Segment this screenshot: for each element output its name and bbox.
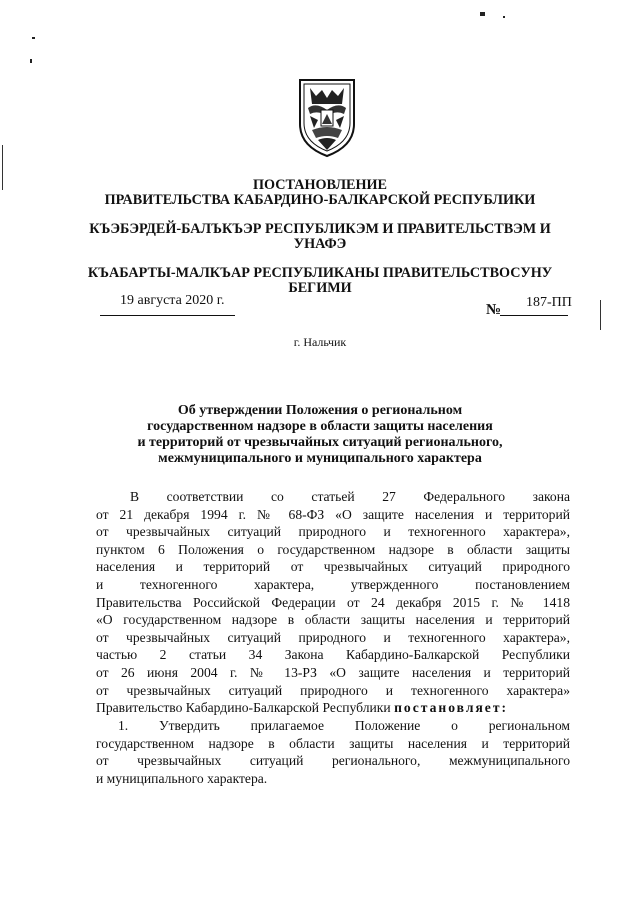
government-name-balkar-line1: КЪАБАРТЫ-МАЛКЪАР РЕСПУБЛИКАНЫ ПРАВИТЕЛЬСТВОСУНУ xyxy=(87,265,553,281)
decree-title xyxy=(0,403,640,467)
title-line: межмуниципального и муниципального характера xyxy=(158,451,482,466)
paragraph-line: В соответствии со статьей 27 Федерального закона xyxy=(130,489,570,504)
paragraph-line: от чрезвычайных ситуаций природного и техногенного характера», xyxy=(96,524,570,540)
government-name-ru: ПРАВИТЕЛЬСТВА КАБАРДИНО-БАЛКАРСКОЙ РЕСПУБЛИКИ xyxy=(104,192,536,208)
paragraph-line: от чрезвычайных ситуаций природного и техногенного характера» xyxy=(96,682,570,698)
paragraph-line: 1. Утвердить прилагаемое Положение о региональном xyxy=(118,718,570,733)
government-name-kabardian-line2: УНАФЭ xyxy=(293,236,347,252)
title-line: Об утверждении Положения о региональном xyxy=(177,403,463,418)
paragraph-line: от 21 декабря 1994 г. № 68-ФЗ «О защите населения и территорий xyxy=(96,506,570,522)
scan-mark-left-2 xyxy=(30,59,32,63)
paragraph-line-closing xyxy=(96,699,570,717)
scan-mark-top xyxy=(480,12,485,16)
paragraph-line: и муниципального характера. xyxy=(96,770,268,786)
scan-mark-left xyxy=(32,37,35,39)
coat-of-arms-emblem xyxy=(296,74,358,158)
scan-edge-line-2 xyxy=(600,300,601,330)
scan-mark-top-2 xyxy=(503,16,505,18)
paragraph-line: от чрезвычайных ситуаций природного и техногенного характера», xyxy=(96,629,570,645)
preamble-paragraph xyxy=(96,488,570,717)
government-name-balkar-line2: БЕГИМИ xyxy=(288,280,352,296)
government-name-kabardian-line1: КЪЭБЭРДЕЙ-БАЛЪКЪЭР РЕСПУБЛИКЭМ И ПРАВИТЕЛЬСТВЭМ И xyxy=(89,221,551,237)
paragraph-line: от 26 июня 2004 г. № 13-РЗ «О защите населения и территорий xyxy=(96,664,570,680)
paragraph-line: пунктом 6 Положения о государственном надзоре в области защиты xyxy=(96,541,570,557)
paragraph-line: «О государственном надзоре в области защиты населения и территорий xyxy=(96,612,570,628)
closing-text: Правительство Кабардино-Балкарской Республики xyxy=(96,700,391,716)
resolves-word: постановляет: xyxy=(394,700,509,716)
paragraph-line: населения и территорий от чрезвычайных ситуаций природного xyxy=(96,559,570,575)
date-underline xyxy=(100,315,235,316)
paragraph-line: частью 2 статьи 34 Закона Кабардино-Балкарской Республики xyxy=(96,647,570,663)
decree-number: 187-ПП xyxy=(526,295,572,310)
paragraph-line: государственном надзоре в области защиты населения и территорий xyxy=(96,735,570,751)
decree-heading: ПОСТАНОВЛЕНИЕ xyxy=(252,177,388,193)
paragraph-line: от чрезвычайных ситуаций регионального, межмуниципального xyxy=(96,753,570,769)
number-sign: № xyxy=(486,302,502,318)
paragraph-line: Правительства Российской Федерации от 24 декабря 2015 г. № 1418 xyxy=(96,594,570,610)
paragraph-line: и техногенного характера, утвержденного постановлением xyxy=(96,576,570,592)
decree-date: 19 августа 2020 г. xyxy=(120,293,225,308)
city: г. Нальчик xyxy=(293,335,347,349)
title-line: и территорий от чрезвычайных ситуаций регионального, xyxy=(137,435,503,450)
number-underline xyxy=(500,315,568,316)
clause-1-paragraph xyxy=(96,717,570,787)
title-line: государственном надзоре в области защиты населения xyxy=(147,419,493,434)
